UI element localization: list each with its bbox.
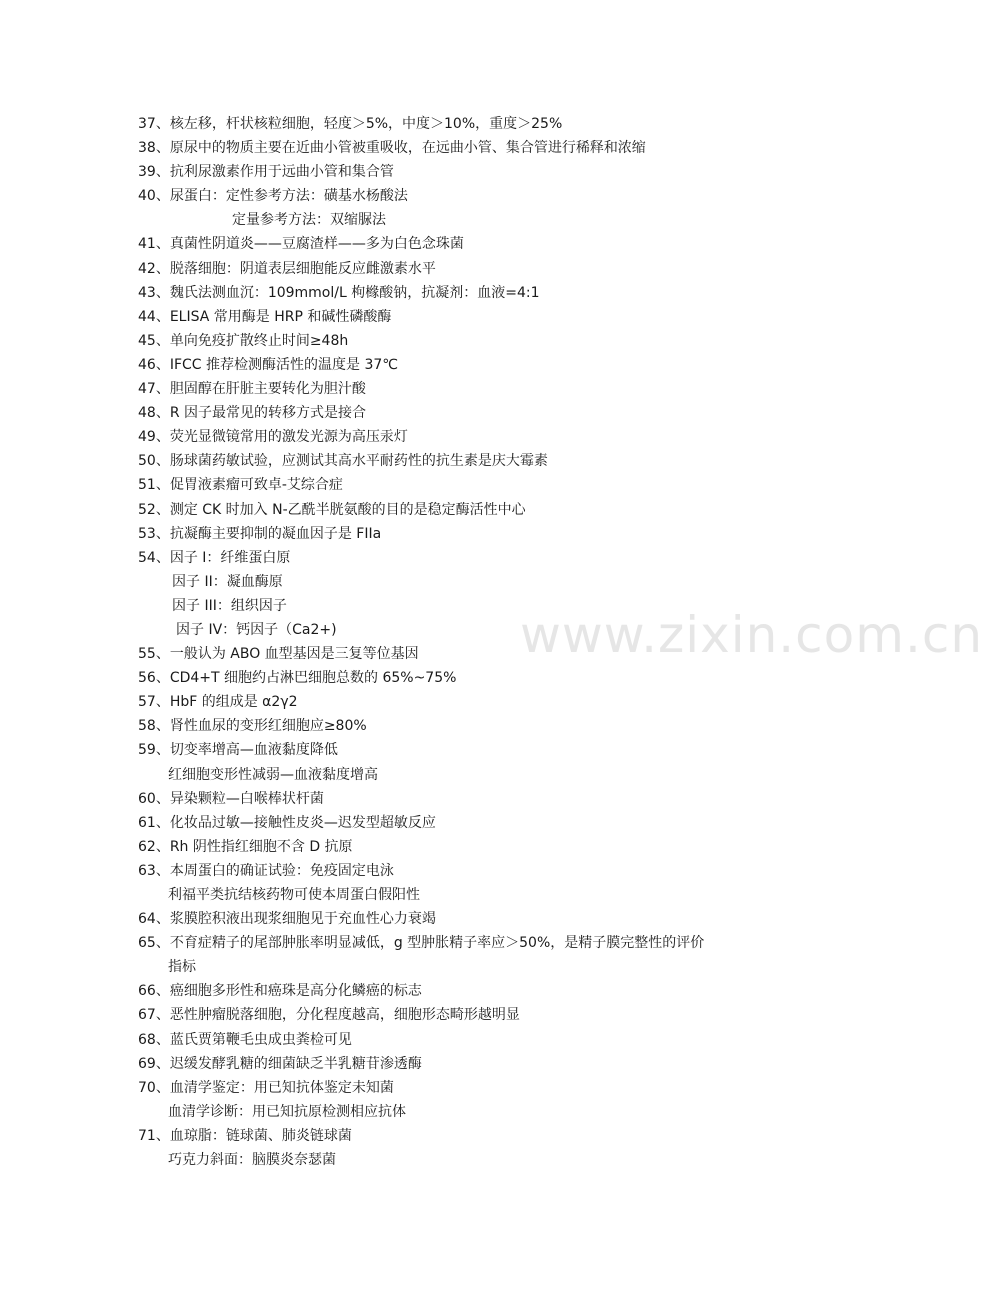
item-53: 53、抗凝酶主要抑制的凝血因子是 FIIa xyxy=(138,525,382,542)
item-58: 58、肾性血尿的变形红细胞应≥80% xyxy=(138,718,367,735)
item-41: 41、真菌性阴道炎——豆腐渣样——多为白色念珠菌 xyxy=(138,236,464,253)
item-62: 62、Rh 阴性指红细胞不含 D 抗原 xyxy=(138,838,353,855)
item-51: 51、促胃液素瘤可致卓-艾综合症 xyxy=(138,477,343,494)
item-45: 45、单向免疫扩散终止时间≥48h xyxy=(138,332,349,349)
item-54-sub-2: 因子 II：凝血酶原 xyxy=(172,573,283,590)
item-48: 48、R 因子最常见的转移方式是接合 xyxy=(138,405,366,422)
item-59-sub: 红细胞变形性减弱—血液黏度增高 xyxy=(168,766,378,783)
item-65: 65、不育症精子的尾部肿胀率明显减低，g 型肿胀精子率应＞50%，是精子膜完整性的评价 xyxy=(138,935,705,952)
item-40-sub: 定量参考方法：双缩脲法 xyxy=(232,212,386,229)
item-47: 47、胆固醇在肝脏主要转化为胆汁酸 xyxy=(138,381,366,398)
item-50: 50、肠球菌药敏试验，应测试其高水平耐药性的抗生素是庆大霉素 xyxy=(138,453,548,470)
item-67: 67、恶性肿瘤脱落细胞，分化程度越高，细胞形态畸形越明显 xyxy=(138,1007,520,1024)
item-69: 69、迟缓发酵乳糖的细菌缺乏半乳糖苷渗透酶 xyxy=(138,1055,422,1072)
watermark: www.zixin.com.cn xyxy=(520,606,983,664)
item-64: 64、浆膜腔积液出现浆细胞见于充血性心力衰竭 xyxy=(138,911,436,928)
item-40: 40、尿蛋白：定性参考方法：磺基水杨酸法 xyxy=(138,188,408,205)
item-37: 37、核左移，杆状核粒细胞，轻度＞5%，中度＞10%，重度＞25% xyxy=(138,116,563,132)
item-43: 43、魏氏法测血沉：109mmol/L 枸橼酸钠，抗凝剂：血液=4:1 xyxy=(138,284,540,301)
item-63: 63、本周蛋白的确证试验：免疫固定电泳 xyxy=(138,862,394,879)
item-61: 61、化妆品过敏—接触性皮炎—迟发型超敏反应 xyxy=(138,814,436,831)
item-52: 52、测定 CK 时加入 N-乙酰半胱氨酸的目的是稳定酶活性中心 xyxy=(138,501,526,518)
item-38: 38、原尿中的物质主要在近曲小管被重吸收，在远曲小管、集合管进行稀释和浓缩 xyxy=(138,140,646,157)
item-70-sub: 血清学诊断：用已知抗原检测相应抗体 xyxy=(168,1103,406,1120)
item-68: 68、蓝氏贾第鞭毛虫成虫粪检可见 xyxy=(138,1031,352,1048)
document-body xyxy=(138,112,788,1172)
item-71-sub: 巧克力斜面：脑膜炎奈瑟菌 xyxy=(168,1152,336,1169)
item-49: 49、荧光显微镜常用的激发光源为高压汞灯 xyxy=(138,429,408,446)
item-60: 60、异染颗粒—白喉棒状杆菌 xyxy=(138,790,324,807)
item-39: 39、抗利尿激素作用于远曲小管和集合管 xyxy=(138,164,394,181)
item-42: 42、脱落细胞：阴道表层细胞能反应雌激素水平 xyxy=(138,260,436,277)
item-71: 71、血琼脂：链球菌、肺炎链球菌 xyxy=(138,1127,352,1144)
item-54-sub-4: 因子 IV：钙因子（Ca2+) xyxy=(176,621,337,638)
item-56: 56、CD4+T 细胞约占淋巴细胞总数的 65%~75% xyxy=(138,670,457,687)
item-59: 59、切变率增高—血液黏度降低 xyxy=(138,742,338,759)
item-66: 66、癌细胞多形性和癌珠是高分化鳞癌的标志 xyxy=(138,983,422,1000)
item-54: 54、因子 I：纤维蛋白原 xyxy=(138,549,291,566)
item-55: 55、一般认为 ABO 血型基因是三复等位基因 xyxy=(138,646,419,663)
item-63-sub: 利福平类抗结核药物可使本周蛋白假阳性 xyxy=(168,887,420,903)
item-46: 46、IFCC 推荐检测酶活性的温度是 37℃ xyxy=(138,356,398,373)
item-65-continued: 指标 xyxy=(168,959,196,976)
item-44: 44、ELISA 常用酶是 HRP 和碱性磷酸酶 xyxy=(138,308,392,325)
item-54-sub-3: 因子 III：组织因子 xyxy=(172,597,287,614)
item-70: 70、血清学鉴定：用已知抗体鉴定未知菌 xyxy=(138,1079,394,1096)
item-57: 57、HbF 的组成是 α2γ2 xyxy=(138,694,298,711)
